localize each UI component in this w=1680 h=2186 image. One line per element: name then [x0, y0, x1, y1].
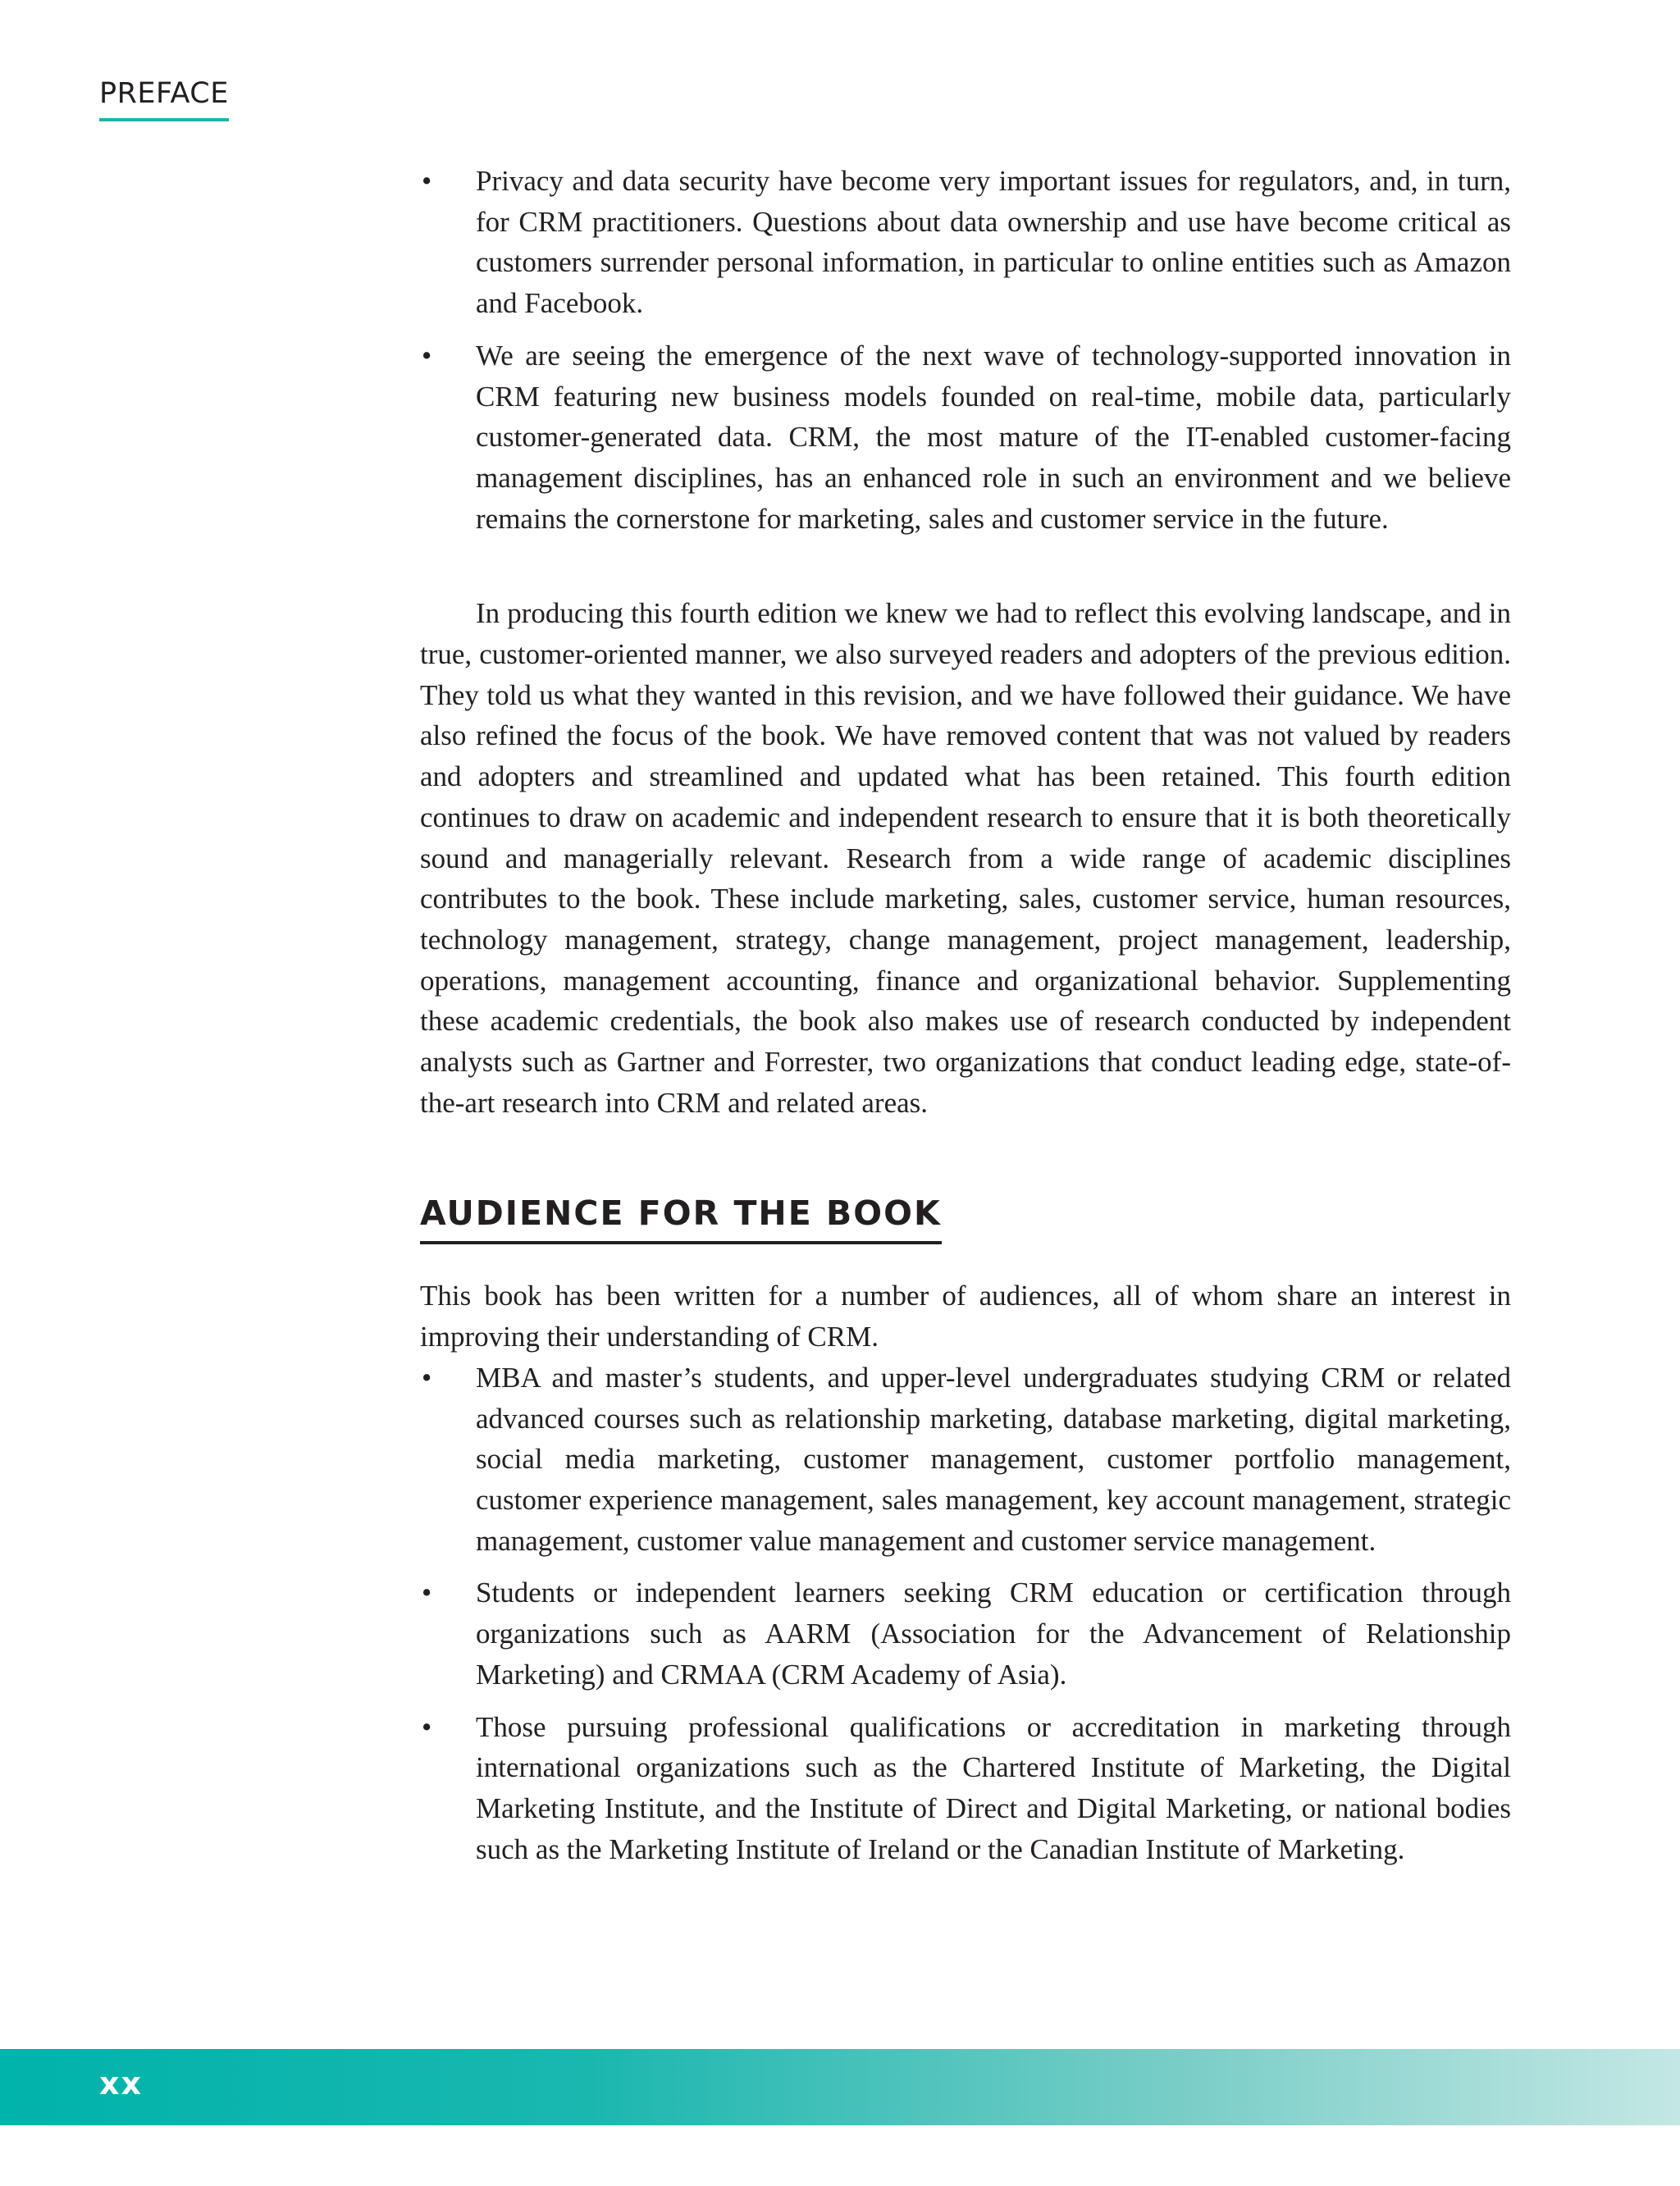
main-column — [420, 161, 1511, 1881]
body-paragraph: In producing this fourth edition we knew we had to reflect this evolving landscape, and in true, customer-oriented manner, we also surveyed readers and adopters of the previous edition. They told us what they wanted in this revision, and we have followed their guidance. We have also refined the focus of the book. We have removed content that was not valued by readers and adopters and streamlined and updated what has been retained. This fourth edition continues to draw on academic and independent research to ensure that it is both theoretically sound and managerially relevant. Research from a wide range of academic disciplines contributes to the book. These include marketing, sales, customer service, human resources, technology management, strategy, change management, project management, leadership, operations, management accounting, finance and organizational behavior. Supplementing these academic credentials, the book also makes use of research conducted by independent analysts such as Gartner and Forrester, two organizations that conduct leading edge, state-of-the-art research into CRM and related areas. — [420, 597, 1511, 1119]
list-item-text: We are seeing the emergence of the next wave of technology-supported innovation in CRM featuring new business models founded on real-time, mobile data, particularly customer-generated data. CRM, the most mature of the IT-enabled customer-facing management disciplines, has an enhanced role in such an environment and we believe remains the cornerstone for marketing, sales and customer service in the future. — [476, 339, 1511, 535]
bullet-icon: • — [422, 339, 432, 372]
list-item — [420, 161, 1511, 324]
list-item — [420, 1358, 1511, 1562]
list-item-text: MBA and master’s students, and upper-level undergraduates studying CRM or related advanced courses such as relationship marketing, database marketing, digital marketing, social media marketing, customer management, customer portfolio management, customer experience management, sales management, key account management, strategic management, customer value management and customer service management. — [476, 1361, 1511, 1557]
section-intro: This book has been written for a number of audiences, all of whom share an interest in improving their understanding of CRM. — [420, 1280, 1511, 1353]
running-head: PREFACE — [99, 75, 229, 121]
list-item-text: Privacy and data security have become very important issues for regulators, and, in turn, for CRM practitioners. Questions about data ownership and use have become critical as customers surrender personal information, in particular to online entities such as Amazon and Facebook. — [476, 165, 1511, 320]
list-item — [420, 1572, 1511, 1695]
footer-band — [0, 2049, 1680, 2125]
bullet-icon: • — [422, 1577, 432, 1609]
list-item-text: Those pursuing professional qualifications or accreditation in marketing through international organizations such as the Chartered Institute of Marketing, the Digital Marketing Institute, and the Institute of Direct and Digital Marketing, or national bodies such as the Marketing Institute of Ireland or the Canadian Institute of Marketing. — [476, 1710, 1511, 1865]
bullet-list-trends — [420, 161, 1511, 539]
bullet-icon: • — [422, 1710, 432, 1743]
list-item — [420, 1707, 1511, 1870]
section-heading: AUDIENCE FOR THE BOOK — [420, 1190, 942, 1244]
list-item-text: Students or independent learners seeking CRM education or certification through organizations such as AARM (Association for the Advancement of Relationship Marketing) and CRMAA (CRM Academy of Asia). — [476, 1577, 1511, 1691]
bullet-icon: • — [422, 165, 432, 197]
bullet-list-audience — [420, 1358, 1511, 1869]
list-item — [420, 335, 1511, 540]
bullet-icon: • — [422, 1361, 432, 1394]
page-number: xx — [99, 2065, 144, 2102]
